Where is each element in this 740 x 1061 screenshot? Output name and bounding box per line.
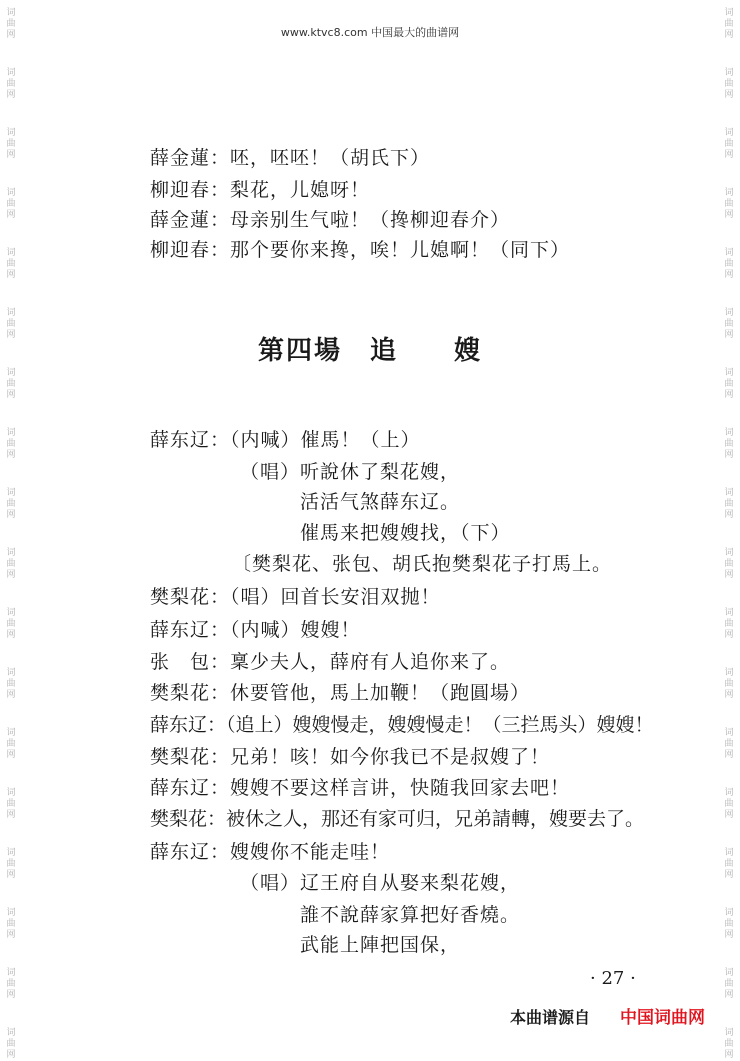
side-watermark-char: 曲 [724,499,734,509]
dialogue-line [150,582,441,609]
side-watermark-mark [722,428,736,461]
side-watermark-char: 网 [6,690,16,700]
side-watermark-mark [4,8,18,41]
left-side-watermark [4,0,18,1060]
side-watermark-char: 词 [6,848,16,858]
side-watermark-char: 词 [6,608,16,618]
side-watermark-char: 曲 [6,799,16,809]
side-watermark-char: 曲 [724,619,734,629]
side-watermark-char: 词 [724,308,734,318]
side-watermark-mark [722,248,736,281]
dialogue-line [300,930,460,957]
dialogue-line [150,143,430,170]
dialogue-line [150,710,654,737]
side-watermark-char: 曲 [724,199,734,209]
dialogue-line [240,457,460,484]
line-text: 誰不說薛家算把好香燒。 [300,904,521,926]
side-watermark-char: 网 [6,570,16,580]
side-watermark-char: 词 [724,908,734,918]
side-watermark-char: 曲 [724,379,734,389]
dialogue-line [150,615,361,642]
side-watermark-char: 词 [724,848,734,858]
speaker: 薛金蓮： [150,209,231,231]
side-watermark-char: 曲 [6,739,16,749]
side-watermark-char: 曲 [6,259,16,269]
side-watermark-char: 曲 [724,79,734,89]
side-watermark-char: 网 [724,570,734,580]
side-watermark-char: 网 [6,150,16,160]
side-watermark-char: 词 [6,128,16,138]
line-text: （唱）回首长安泪双抛！ [230,586,441,608]
side-watermark-char: 词 [724,368,734,378]
scene-title: 第四場 追 嫂 [257,336,482,366]
side-watermark-mark [722,8,736,41]
dialogue-line [150,773,570,800]
side-watermark-char: 网 [724,990,734,1000]
speaker: 薛东辽： [150,777,231,799]
side-watermark-char: 曲 [6,379,16,389]
speaker: 樊梨花： [150,746,231,768]
side-watermark-mark [4,608,18,641]
speaker: 柳迎春： [150,179,231,201]
side-watermark-mark [722,548,736,581]
side-watermark-mark [4,1028,18,1061]
side-watermark-char: 词 [6,1028,16,1038]
side-watermark-mark [722,848,736,881]
speaker: 薛东辽： [150,619,231,641]
side-watermark-char: 网 [6,870,16,880]
line-text: （追上）嫂嫂慢走，嫂嫂慢走！（三拦馬头）嫂嫂！ [226,714,654,736]
side-watermark-char: 网 [6,930,16,940]
side-watermark-char: 词 [6,308,16,318]
side-watermark-char: 曲 [724,19,734,29]
side-watermark-char: 网 [6,90,16,100]
side-watermark-char: 词 [6,488,16,498]
side-watermark-char: 曲 [6,559,16,569]
source-label: 本曲谱源自 [510,1008,591,1027]
side-watermark-char: 曲 [6,439,16,449]
side-watermark-char: 网 [724,90,734,100]
side-watermark-mark [4,728,18,761]
speaker: 柳迎春： [150,239,231,261]
side-watermark-char: 网 [6,510,16,520]
side-watermark-mark [4,188,18,221]
side-watermark-mark [722,908,736,941]
side-watermark-char: 词 [724,968,734,978]
side-watermark-char: 网 [724,750,734,760]
side-watermark-char: 网 [6,270,16,280]
right-side-watermark [722,0,736,1060]
side-watermark-char: 词 [724,428,734,438]
side-watermark-mark [722,1028,736,1061]
side-watermark-char: 词 [724,188,734,198]
line-text: 武能上陣把国保， [300,934,461,956]
side-watermark-mark [722,488,736,521]
speaker: 薛东辽： [150,429,231,451]
side-watermark-char: 曲 [724,919,734,929]
line-text: 嫂嫂你不能走哇！ [230,841,391,863]
side-watermark-char: 词 [6,908,16,918]
side-watermark-mark [4,428,18,461]
side-watermark-char: 网 [724,1050,734,1060]
line-text: （唱）辽王府自从娶来梨花嫂， [240,872,521,894]
line-text: （唱）听說休了梨花嫂， [240,461,461,483]
side-watermark-char: 曲 [724,679,734,689]
side-watermark-char: 词 [724,128,734,138]
side-watermark-char: 词 [6,368,16,378]
side-watermark-char: 词 [724,608,734,618]
side-watermark-char: 词 [724,488,734,498]
side-watermark-mark [4,548,18,581]
line-text: 〔樊梨花、张包、胡氏抱樊梨花子打馬上。 [232,553,613,575]
speaker: 薛东辽： [150,841,231,863]
side-watermark-char: 网 [6,450,16,460]
side-watermark-mark [4,848,18,881]
side-watermark-char: 曲 [724,439,734,449]
speaker: 樊梨花： [150,682,231,704]
side-watermark-char: 网 [6,330,16,340]
side-watermark-char: 曲 [6,619,16,629]
side-watermark-char: 网 [724,30,734,40]
line-text: 被休之人，那还有家可归，兄弟請轉，嫂要去了。 [226,808,645,830]
side-watermark-char: 曲 [724,799,734,809]
side-watermark-char: 曲 [724,1039,734,1049]
side-watermark-char: 网 [6,390,16,400]
side-watermark-char: 词 [6,668,16,678]
side-watermark-char: 曲 [724,739,734,749]
side-watermark-char: 词 [6,68,16,78]
side-watermark-char: 词 [724,728,734,738]
dialogue-line [300,900,520,927]
dialogue-line [300,518,511,545]
side-watermark-mark [4,68,18,101]
side-watermark-char: 网 [724,210,734,220]
side-watermark-mark [4,248,18,281]
side-watermark-mark [722,128,736,161]
line-text: 呸，呸呸！（胡氏下） [230,147,431,169]
dialogue-line [150,425,421,452]
line-text: 梨花，儿媳呀！ [230,179,371,201]
side-watermark-mark [4,908,18,941]
side-watermark-char: 网 [724,690,734,700]
source-site-link[interactable]: 中国词曲网 [620,1008,705,1028]
side-watermark-char: 网 [6,630,16,640]
side-watermark-char: 曲 [6,499,16,509]
side-watermark-mark [722,968,736,1001]
side-watermark-char: 词 [724,248,734,258]
dialogue-line [240,868,520,895]
side-watermark-mark [722,668,736,701]
side-watermark-char: 曲 [6,919,16,929]
dialogue-line [150,175,370,202]
side-watermark-char: 曲 [724,319,734,329]
side-watermark-char: 网 [724,450,734,460]
dialogue-line [150,804,644,831]
line-text: （内喊）嫂嫂！ [230,619,361,641]
side-watermark-char: 词 [724,548,734,558]
side-watermark-char: 曲 [6,319,16,329]
dialogue-line [150,678,530,705]
line-text: 嫂嫂不要这样言讲，快随我回家去吧！ [230,777,571,799]
side-watermark-char: 词 [6,788,16,798]
side-watermark-char: 网 [6,750,16,760]
side-watermark-char: 网 [6,990,16,1000]
side-watermark-mark [4,128,18,161]
side-watermark-char: 网 [724,870,734,880]
side-watermark-char: 词 [724,1028,734,1038]
stage-direction [232,549,612,576]
side-watermark-char: 曲 [6,139,16,149]
side-watermark-char: 词 [724,668,734,678]
line-text: 催馬来把嫂嫂找，（下） [300,522,511,544]
side-watermark-mark [4,488,18,521]
side-watermark-mark [722,68,736,101]
speaker: 薛东辽： [150,714,227,736]
side-watermark-char: 曲 [724,979,734,989]
side-watermark-char: 网 [6,210,16,220]
side-watermark-char: 网 [724,630,734,640]
top-watermark: www.ktvc8.com 中国最大的曲谱网 [280,26,460,39]
side-watermark-char: 词 [6,548,16,558]
dialogue-line [150,647,510,674]
side-watermark-char: 词 [6,8,16,18]
side-watermark-char: 曲 [724,259,734,269]
side-watermark-mark [722,728,736,761]
side-watermark-char: 词 [724,68,734,78]
side-watermark-char: 曲 [724,859,734,869]
side-watermark-char: 词 [6,728,16,738]
side-watermark-char: 曲 [6,979,16,989]
side-watermark-mark [4,788,18,821]
dialogue-line [150,837,390,864]
side-watermark-char: 网 [724,930,734,940]
side-watermark-mark [4,368,18,401]
side-watermark-char: 曲 [6,679,16,689]
side-watermark-char: 网 [6,810,16,820]
side-watermark-char: 曲 [6,1039,16,1049]
side-watermark-mark [722,788,736,821]
side-watermark-char: 曲 [6,19,16,29]
side-watermark-char: 词 [6,188,16,198]
side-watermark-mark [4,968,18,1001]
dialogue-line [150,235,570,262]
side-watermark-char: 词 [724,788,734,798]
side-watermark-char: 曲 [6,859,16,869]
side-watermark-char: 网 [724,810,734,820]
side-watermark-char: 词 [724,8,734,18]
line-text: 兄弟！咳！如今你我已不是叔嫂了！ [230,746,551,768]
line-text: 休要管他，馬上加鞭！（跑圓場） [230,682,531,704]
side-watermark-char: 网 [724,510,734,520]
side-watermark-char: 网 [6,30,16,40]
dialogue-line [150,205,510,232]
side-watermark-mark [722,368,736,401]
side-watermark-mark [722,608,736,641]
side-watermark-char: 网 [724,270,734,280]
side-watermark-char: 词 [6,968,16,978]
line-text: 那个要你来搀，唉！儿媳啊！（同下） [230,239,571,261]
side-watermark-mark [722,188,736,221]
line-text: 母亲别生气啦！（搀柳迎春介） [230,209,511,231]
side-watermark-char: 网 [724,390,734,400]
side-watermark-char: 词 [6,248,16,258]
line-text: 活活气煞薛东辽。 [300,491,461,513]
dialogue-line [300,487,460,514]
side-watermark-char: 网 [6,1050,16,1060]
line-text: 稟少夫人，薛府有人追你来了。 [230,651,511,673]
side-watermark-char: 网 [724,150,734,160]
side-watermark-char: 网 [724,330,734,340]
line-text: （内喊）催馬！（上） [230,429,421,451]
speaker: 张 包： [150,651,231,673]
speaker: 樊梨花： [150,808,227,830]
page-number: · 27 · [590,968,636,989]
speaker: 樊梨花： [150,586,231,608]
side-watermark-mark [4,668,18,701]
side-watermark-char: 曲 [6,79,16,89]
dialogue-line [150,742,550,769]
side-watermark-char: 曲 [6,199,16,209]
side-watermark-char: 词 [6,428,16,438]
speaker: 薛金蓮： [150,147,231,169]
side-watermark-char: 曲 [724,139,734,149]
side-watermark-char: 曲 [724,559,734,569]
